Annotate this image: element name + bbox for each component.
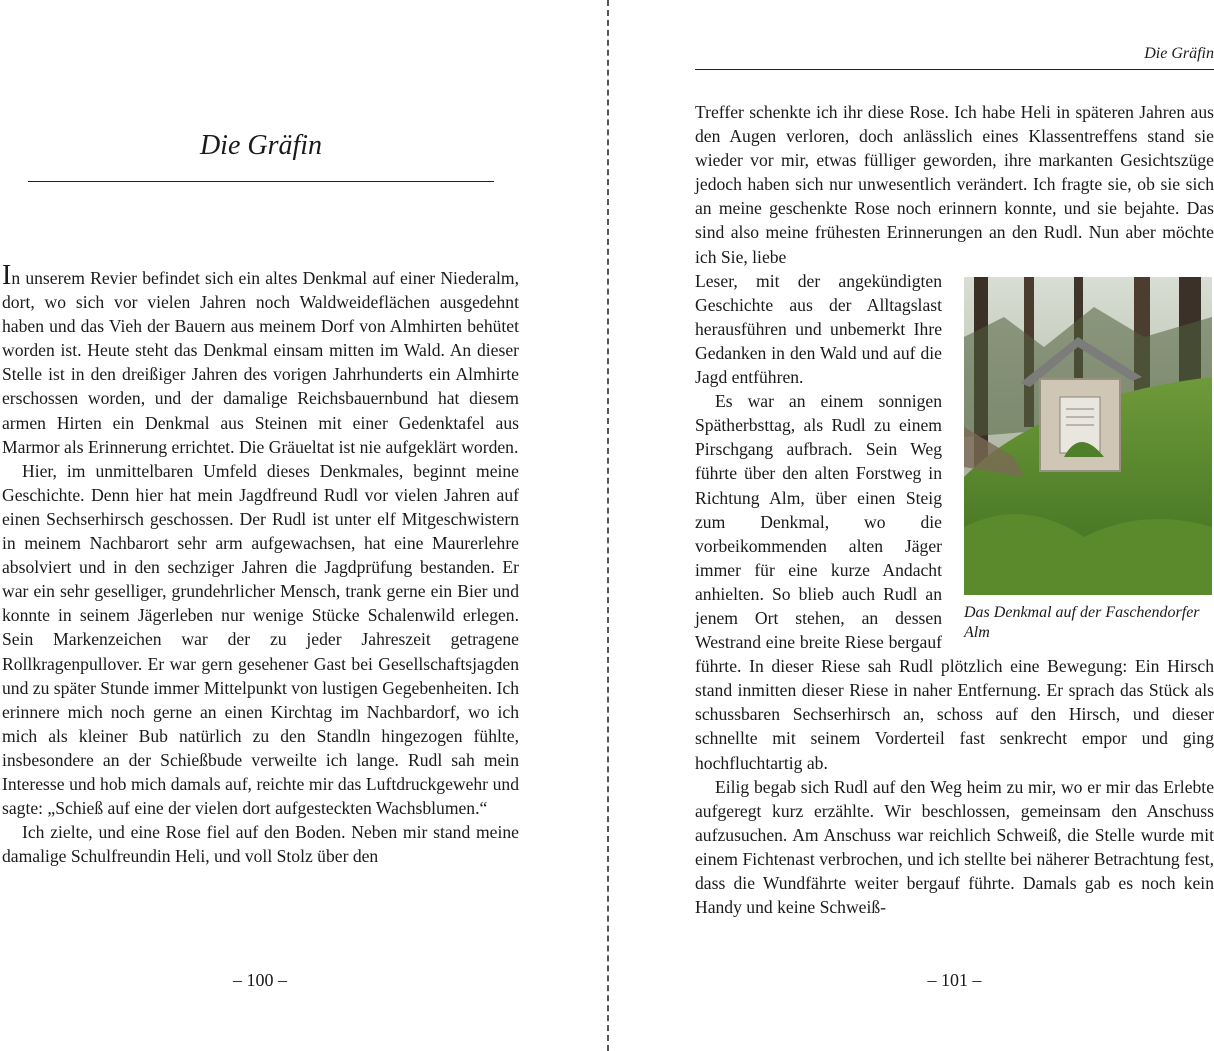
right-body-text: [695, 100, 1214, 919]
chapter-title: Die Gräfin: [199, 130, 323, 161]
page-number: – 101 –: [927, 970, 982, 990]
paragraph-text: n unserem Revier befindet sich ein altes Denkmal auf einer Niederalm, dort, wo sich vor vielen Jahren noch Waldweideflächen ausgedehnt haben und das Vieh der Bauern aus meinem Dorf von Almhirten behütet worden ist. Heute steht das Denkmal einsam mitten im Wald. An dieser Stelle ist in den dreißiger Jahren des vorigen Jahrhunderts ein Almhirte erschossen worden, und der damalige Reichsbauernbund hat diesem armen Hirten ein Denkmal aus Steinen mit einer Gedenktafel aus Marmor als Erinnerung errichtet. Die Gräueltat ist nie aufgeklärt worden.: [2, 268, 519, 457]
figure-caption: Das Denkmal auf der Faschendorfer Alm: [964, 603, 1200, 641]
paragraph: [2, 260, 519, 459]
paragraph: Hier, im unmittelbaren Umfeld dieses Denkmales, beginnt meine Geschichte. Denn hier hat mein Jagdfreund Rudl vor vielen Jahren auf einen Sechserhirsch geschossen. Der Rudl ist unter elf Mitgeschwistern in meinem Nachbarort sehr arm aufgewachsen, hat eine Maurerlehre absolviert und in den sechziger Jahren die Jagdprüfung bestanden. Er war ein sehr geselliger, grundehrlicher Mensch, trank gerne ein Bier und konnte in seinem Jägerleben nur wenige Stücke Schalenwild erlegen. Sein Markenzeichen war der zu jeder Jahreszeit getragene Rollkragenpullover. Er war gern gesehener Gast bei Gesellschaftsjagden und zu später Stunde immer Mittelpunkt von lustigen Gegebenheiten. Ich erinnere mich noch gerne an einen Kirchtag im Nachbardorf, wo ich mich als kleiner Bub natürlich zu den Standln hingezogen fühlte, insbesondere an der Schießbude verweilte ich lange. Rudl sah mein Interesse und hob mich damals auf, reichte mir das Luftdruckgewehr und sagte: „Schieß auf eine der vielen dort aufgesteckten Wachsblumen.“: [2, 460, 519, 819]
right-page: [695, 0, 1214, 1051]
header-rule: [695, 69, 1214, 70]
running-head: Die Gräfin: [1144, 45, 1214, 62]
paragraph: Ich zielte, und eine Rose fiel auf den Boden. Neben mir stand meine damalige Schulfreundin Heli, und voll Stolz über den: [2, 822, 519, 867]
paragraph: Leser, mit der angekündigten Geschichte aus der Alltagslast herausführen und unbemerkt Ihre Gedanken in den Wald und auf die Jagd entführen.: [695, 270, 942, 388]
monument-photo: [964, 277, 1212, 595]
left-page: [0, 0, 520, 1051]
paragraph: Treffer schenkte ich ihr diese Rose. Ich habe Heli in späteren Jahren aus den Augen verloren, doch anlässlich eines Klassentreffens stand sie wieder vor mir, etwas fülliger geworden, ihre markanten Gesichtszüge jedoch haben sich nur unwesentlich verändert. Ich fragte sie, ob sie sich an meine geschenkte Rose noch erinnern konnte, und sie bejahte. Das sind also meine frühesten Erinnerungen an den Rudl. Nun aber möchte ich Sie, liebe: [695, 102, 1214, 267]
page-divider: [607, 0, 609, 1051]
paragraph: Es war an einem sonnigen Spätherbsttag, als Rudl zu einem Pirschgang aufbrach. Sein Weg führte über den alten Forstweg in Richtung Alm, über einen Steig zum Denkmal, wo die vorbeikommenden alten Jäger immer für eine kurze Andacht anhielten. So blieb auch Rudl an jenem Ort stehen, an dessen Westrand eine breite Riese bergauf führte. In dieser Riese sah Rudl plötzlich eine Bewegung: Ein Hirsch stand inmitten dieser Riese in naher Entfernung. Er sprach das Stück als schussbaren Sechserhirsch an, schoss auf den Hirsch, und dieser schnellte mit seinem Vorderteil fast senkrecht empor und ging hochfluchtartig ab.: [695, 391, 1214, 773]
page-number: – 100 –: [233, 970, 287, 990]
figure: [964, 277, 1214, 643]
left-body-text: [2, 260, 519, 868]
title-rule: [28, 181, 494, 182]
drop-cap: I: [2, 260, 12, 291]
paragraph: Eilig begab sich Rudl auf den Weg heim zu mir, wo er mir das Erlebte aufgeregt kurz erzählte. Wir beschlossen, gemeinsam den Anschuss aufzusuchen. Am Anschuss war reichlich Schweiß, die Stelle wurde mit einem Fichtenast verbrochen, und ich stellte bei näherer Betrachtung fest, dass die Wundfährte weiter bergauf führte. Damals gab es noch kein Handy und keine Schweiß-: [695, 776, 1214, 918]
